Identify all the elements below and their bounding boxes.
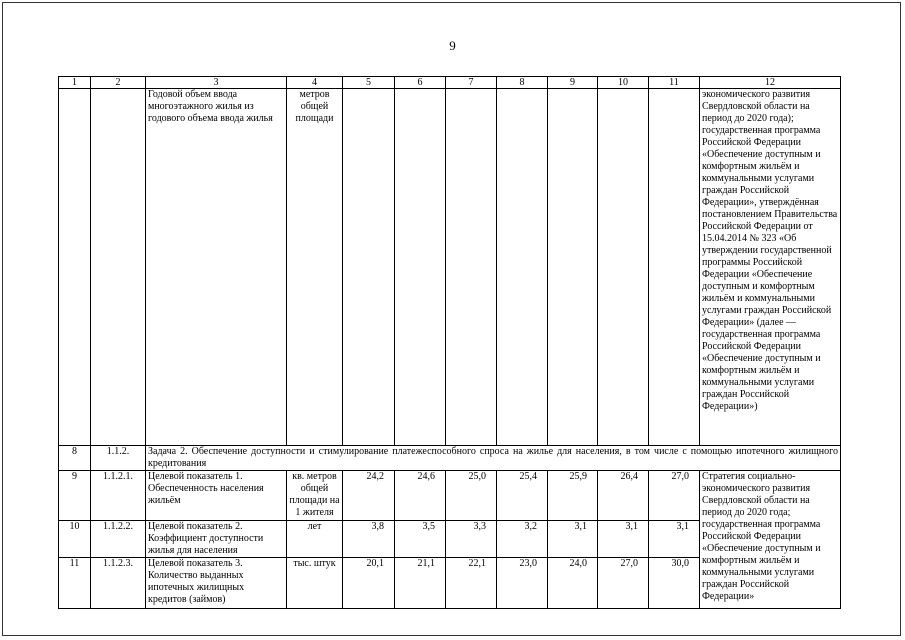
value-cell: 27,0 (649, 471, 700, 521)
unit-cell: кв. метров общей площади на 1 жителя (287, 471, 343, 521)
indicator-name: Годовой объем ввода многоэтажного жилья из годового объема ввода жилья (146, 89, 287, 446)
header-cell: 10 (598, 77, 649, 89)
header-row (59, 77, 841, 89)
value-cell: 24,2 (343, 471, 395, 521)
value-cell: 24,0 (548, 558, 598, 609)
unit-cell: метров общей площади (287, 89, 343, 446)
row-code: 1.1.2.2. (91, 521, 146, 558)
value-cell: 21,1 (395, 558, 446, 609)
row-number: 11 (59, 558, 91, 609)
header-cell: 1 (59, 77, 91, 89)
indicator-name: Целевой показатель 1. Обеспеченность населения жильём (146, 471, 287, 521)
row-code: 1.1.2. (91, 446, 146, 471)
value-cell: 3,1 (649, 521, 700, 558)
value-cell: 3,5 (395, 521, 446, 558)
row-code: 1.1.2.1. (91, 471, 146, 521)
header-cell: 11 (649, 77, 700, 89)
row-number: 9 (59, 471, 91, 521)
indicator-name: Целевой показатель 3. Количество выданных ипотечных жилищных кредитов (займов) (146, 558, 287, 609)
value-cell: 3,3 (446, 521, 497, 558)
value-cell: 26,4 (598, 471, 649, 521)
value-cell: 25,9 (548, 471, 598, 521)
value-cell: 3,2 (497, 521, 548, 558)
continuation-row (59, 89, 841, 446)
value-cell: 20,1 (343, 558, 395, 609)
row-code: 1.1.2.3. (91, 558, 146, 609)
value-cell: 27,0 (598, 558, 649, 609)
unit-cell: тыс. штук (287, 558, 343, 609)
value-cell: 22,1 (446, 558, 497, 609)
task-row (59, 446, 841, 471)
value-cell: 23,0 (497, 558, 548, 609)
header-cell: 12 (700, 77, 841, 89)
value-cell: 25,4 (497, 471, 548, 521)
row-number: 10 (59, 521, 91, 558)
value-cell: 3,8 (343, 521, 395, 558)
value-cell: 30,0 (649, 558, 700, 609)
header-cell: 5 (343, 77, 395, 89)
value-cell: 3,1 (598, 521, 649, 558)
row-number: 8 (59, 446, 91, 471)
header-cell: 8 (497, 77, 548, 89)
header-cell: 3 (146, 77, 287, 89)
header-cell: 2 (91, 77, 146, 89)
page-number: 9 (449, 38, 456, 53)
value-cell: 25,0 (446, 471, 497, 521)
indicators-table (58, 76, 841, 609)
table-row (59, 471, 841, 521)
header-cell: 6 (395, 77, 446, 89)
source-cell: экономического развития Свердловской области на период до 2020 года); государственная программа Российской Федерации «Обеспечение доступным и комфортным жильём и коммунальными услугами граждан Российской Федерации», утверждённая постановлением Правительства Российской Федерации от 15.04.2014 № 323 «Об утверждении государственной программы Российской Федерации «Обеспечение доступным и комфортным жильём и коммунальными услугами граждан Российской Федерации» (далее — государственная программа Российской Федерации «Обеспечение доступным и комфортным жильём и коммунальными услугами граждан Российской Федерации») (700, 89, 841, 446)
header-cell: 7 (446, 77, 497, 89)
unit-cell: лет (287, 521, 343, 558)
header-cell: 4 (287, 77, 343, 89)
indicator-name: Целевой показатель 2. Коэффициент доступности жилья для населения (146, 521, 287, 558)
source-cell: Стратегия социально-экономического развития Свердловской области на период до 2020 года; государственная программа Российской Федерации «Обеспечение доступным и комфортным жильём и коммунальными услугами граждан Российской Федерации» (700, 471, 841, 609)
task-text: Задача 2. Обеспечение доступности и стимулирование платежеспособного спроса на жилье для населения, в том числе с помощью ипотечного жилищного кредитования (146, 446, 841, 471)
header-cell: 9 (548, 77, 598, 89)
value-cell: 3,1 (548, 521, 598, 558)
value-cell: 24,6 (395, 471, 446, 521)
